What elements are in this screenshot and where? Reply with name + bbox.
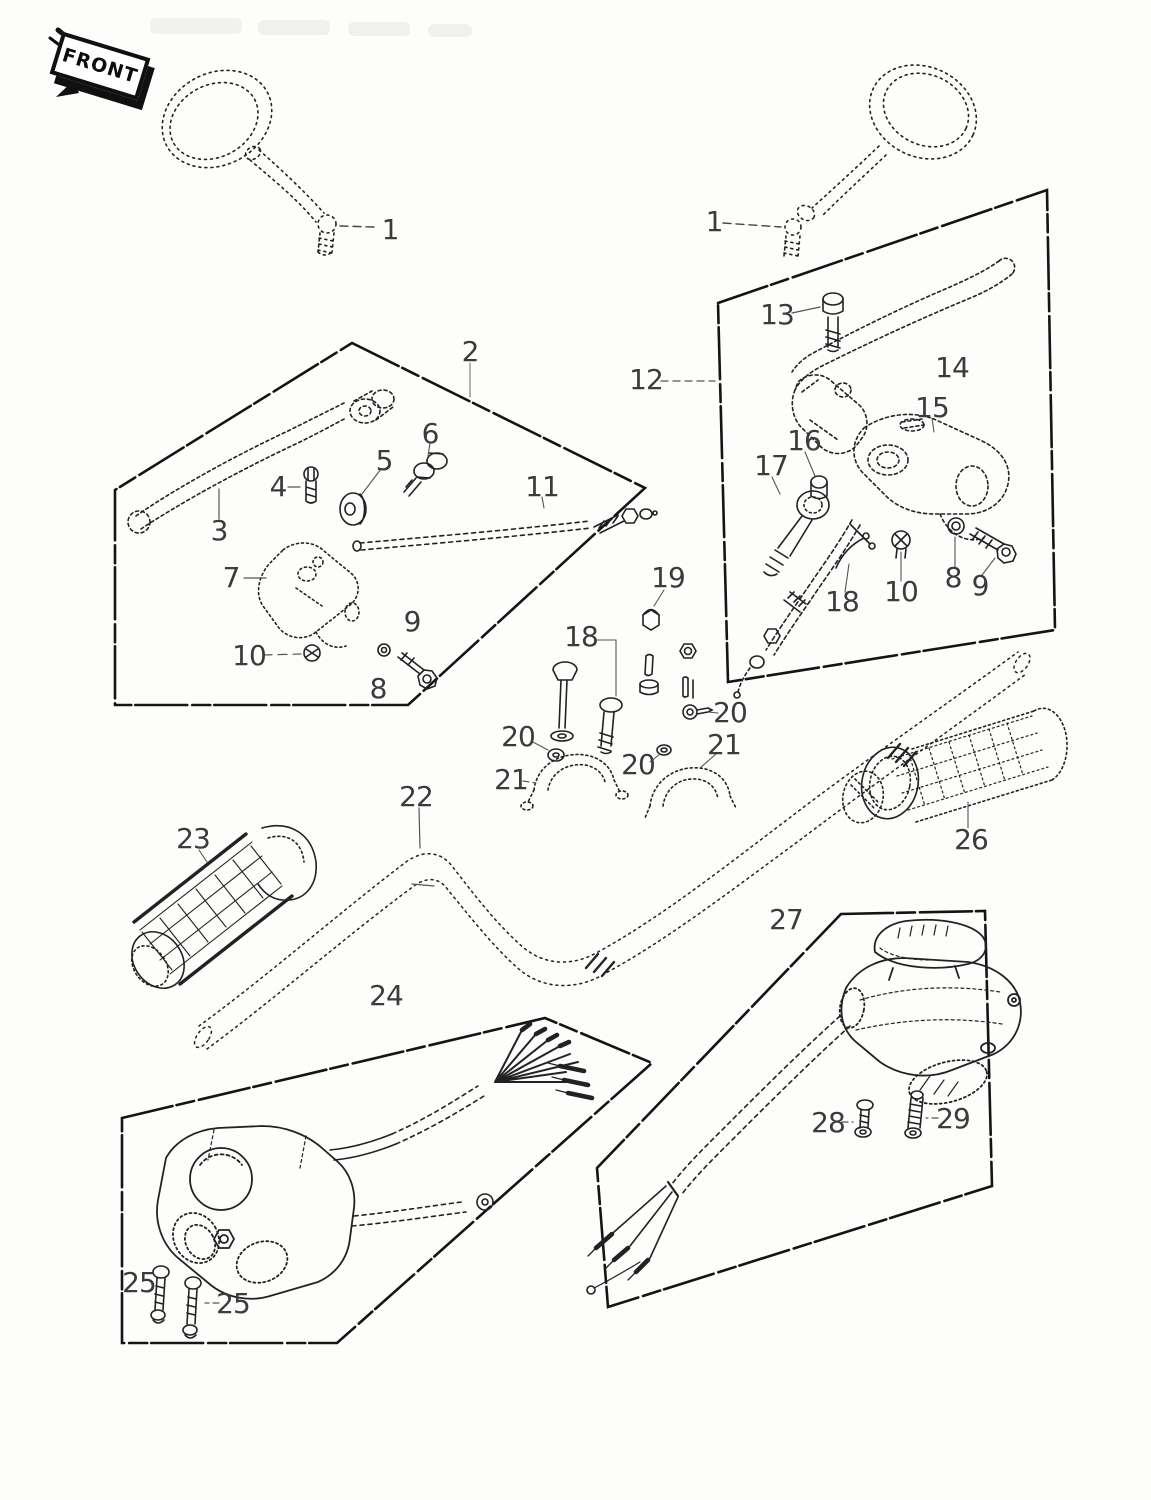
callout-10-right: 10 (884, 575, 918, 608)
callout-27: 27 (769, 903, 803, 936)
pivot-bolt-17 (764, 491, 829, 576)
callout-14: 14 (935, 351, 969, 384)
callout-25-a: 25 (122, 1266, 156, 1299)
callout-8-right: 8 (944, 561, 962, 594)
callout-18-center: 18 (564, 620, 598, 653)
callout-20-b: 20 (713, 696, 747, 729)
screw-25-b (183, 1277, 201, 1338)
grip-left-23 (121, 822, 316, 999)
switch-left-cable-upper (330, 1086, 484, 1160)
bolt-6 (404, 453, 447, 496)
brake-lever-14 (792, 258, 1015, 453)
nut-19 (643, 610, 659, 631)
mirror-right (784, 48, 992, 256)
callout-9-right: 9 (971, 569, 989, 602)
clutch-cable-11 (353, 509, 657, 551)
wire-bundle (495, 1024, 592, 1098)
leader-1-right (723, 223, 781, 227)
callout-25-b: 25 (216, 1287, 250, 1320)
grip-right-26 (838, 708, 1067, 826)
callout-15: 15 (915, 391, 949, 424)
screw-4 (304, 467, 318, 503)
washer-9-left (378, 644, 390, 656)
group-panels (115, 190, 1055, 1343)
holder-lever-15 (854, 414, 1009, 539)
callout-17: 17 (754, 449, 788, 482)
washer-5 (340, 493, 366, 525)
leader-1-left (340, 226, 374, 227)
bolt-13 (823, 293, 843, 352)
panel-bottom-right (597, 911, 992, 1307)
callout-1-mirror-bolt-right: 1 (705, 205, 723, 238)
callout-20-c: 20 (621, 748, 655, 781)
callout-28: 28 (811, 1106, 845, 1139)
callout-22: 22 (399, 780, 433, 813)
callout-5: 5 (375, 444, 393, 477)
screw-29 (905, 1091, 923, 1138)
callout-21-b: 21 (494, 763, 528, 796)
clamp-bolt-18 (598, 698, 622, 754)
callout-10-left: 10 (232, 639, 266, 672)
callout-9-left: 9 (403, 605, 421, 638)
clamp-stud (551, 662, 577, 741)
screw-10-left (304, 645, 320, 661)
callout-3: 3 (210, 514, 228, 547)
callout-11: 11 (525, 470, 559, 503)
callout-29: 29 (936, 1102, 970, 1135)
callout-2: 2 (461, 335, 479, 368)
callout-26: 26 (954, 823, 988, 856)
washer-8-right (948, 518, 964, 534)
washer-20-c (657, 745, 671, 755)
switch-housing-left (157, 1126, 354, 1299)
bolt-9-right (970, 528, 1016, 563)
screw-28 (855, 1100, 873, 1137)
callout-13: 13 (760, 298, 794, 331)
clamp-small-parts (640, 644, 712, 719)
leader-13 (792, 307, 820, 313)
ghost-text-artifact (150, 18, 472, 37)
front-label: FRONT (59, 44, 141, 88)
clamp-handle-a (521, 754, 628, 810)
switch-housing-right (837, 920, 1021, 1112)
switch-left-cable-lower (352, 1194, 493, 1226)
callout-19: 19 (651, 561, 685, 594)
callout-12: 12 (629, 363, 663, 396)
callout-8-left: 8 (369, 672, 387, 705)
leader-18-center (596, 640, 616, 696)
holder-lever-7 (259, 543, 359, 647)
callout-7: 7 (222, 561, 240, 594)
switch-right-cable (587, 1016, 850, 1294)
lever-spring-detail (836, 524, 875, 568)
callout-21-a: 21 (707, 728, 741, 761)
leader-22 (412, 808, 434, 886)
callout-20-a: 20 (501, 720, 535, 753)
callout-6: 6 (421, 417, 439, 450)
callout-24: 24 (369, 979, 403, 1012)
clamp-handle-b (645, 768, 736, 818)
callout-18-right: 18 (825, 585, 859, 618)
mirror-left (145, 52, 336, 255)
panel-right (718, 190, 1055, 682)
callout-23: 23 (176, 822, 210, 855)
leader-10-left (263, 654, 301, 655)
callout-1-mirror-bolt-left: 1 (381, 213, 399, 246)
callout-4: 4 (269, 470, 287, 503)
callout-16: 16 (787, 424, 821, 457)
